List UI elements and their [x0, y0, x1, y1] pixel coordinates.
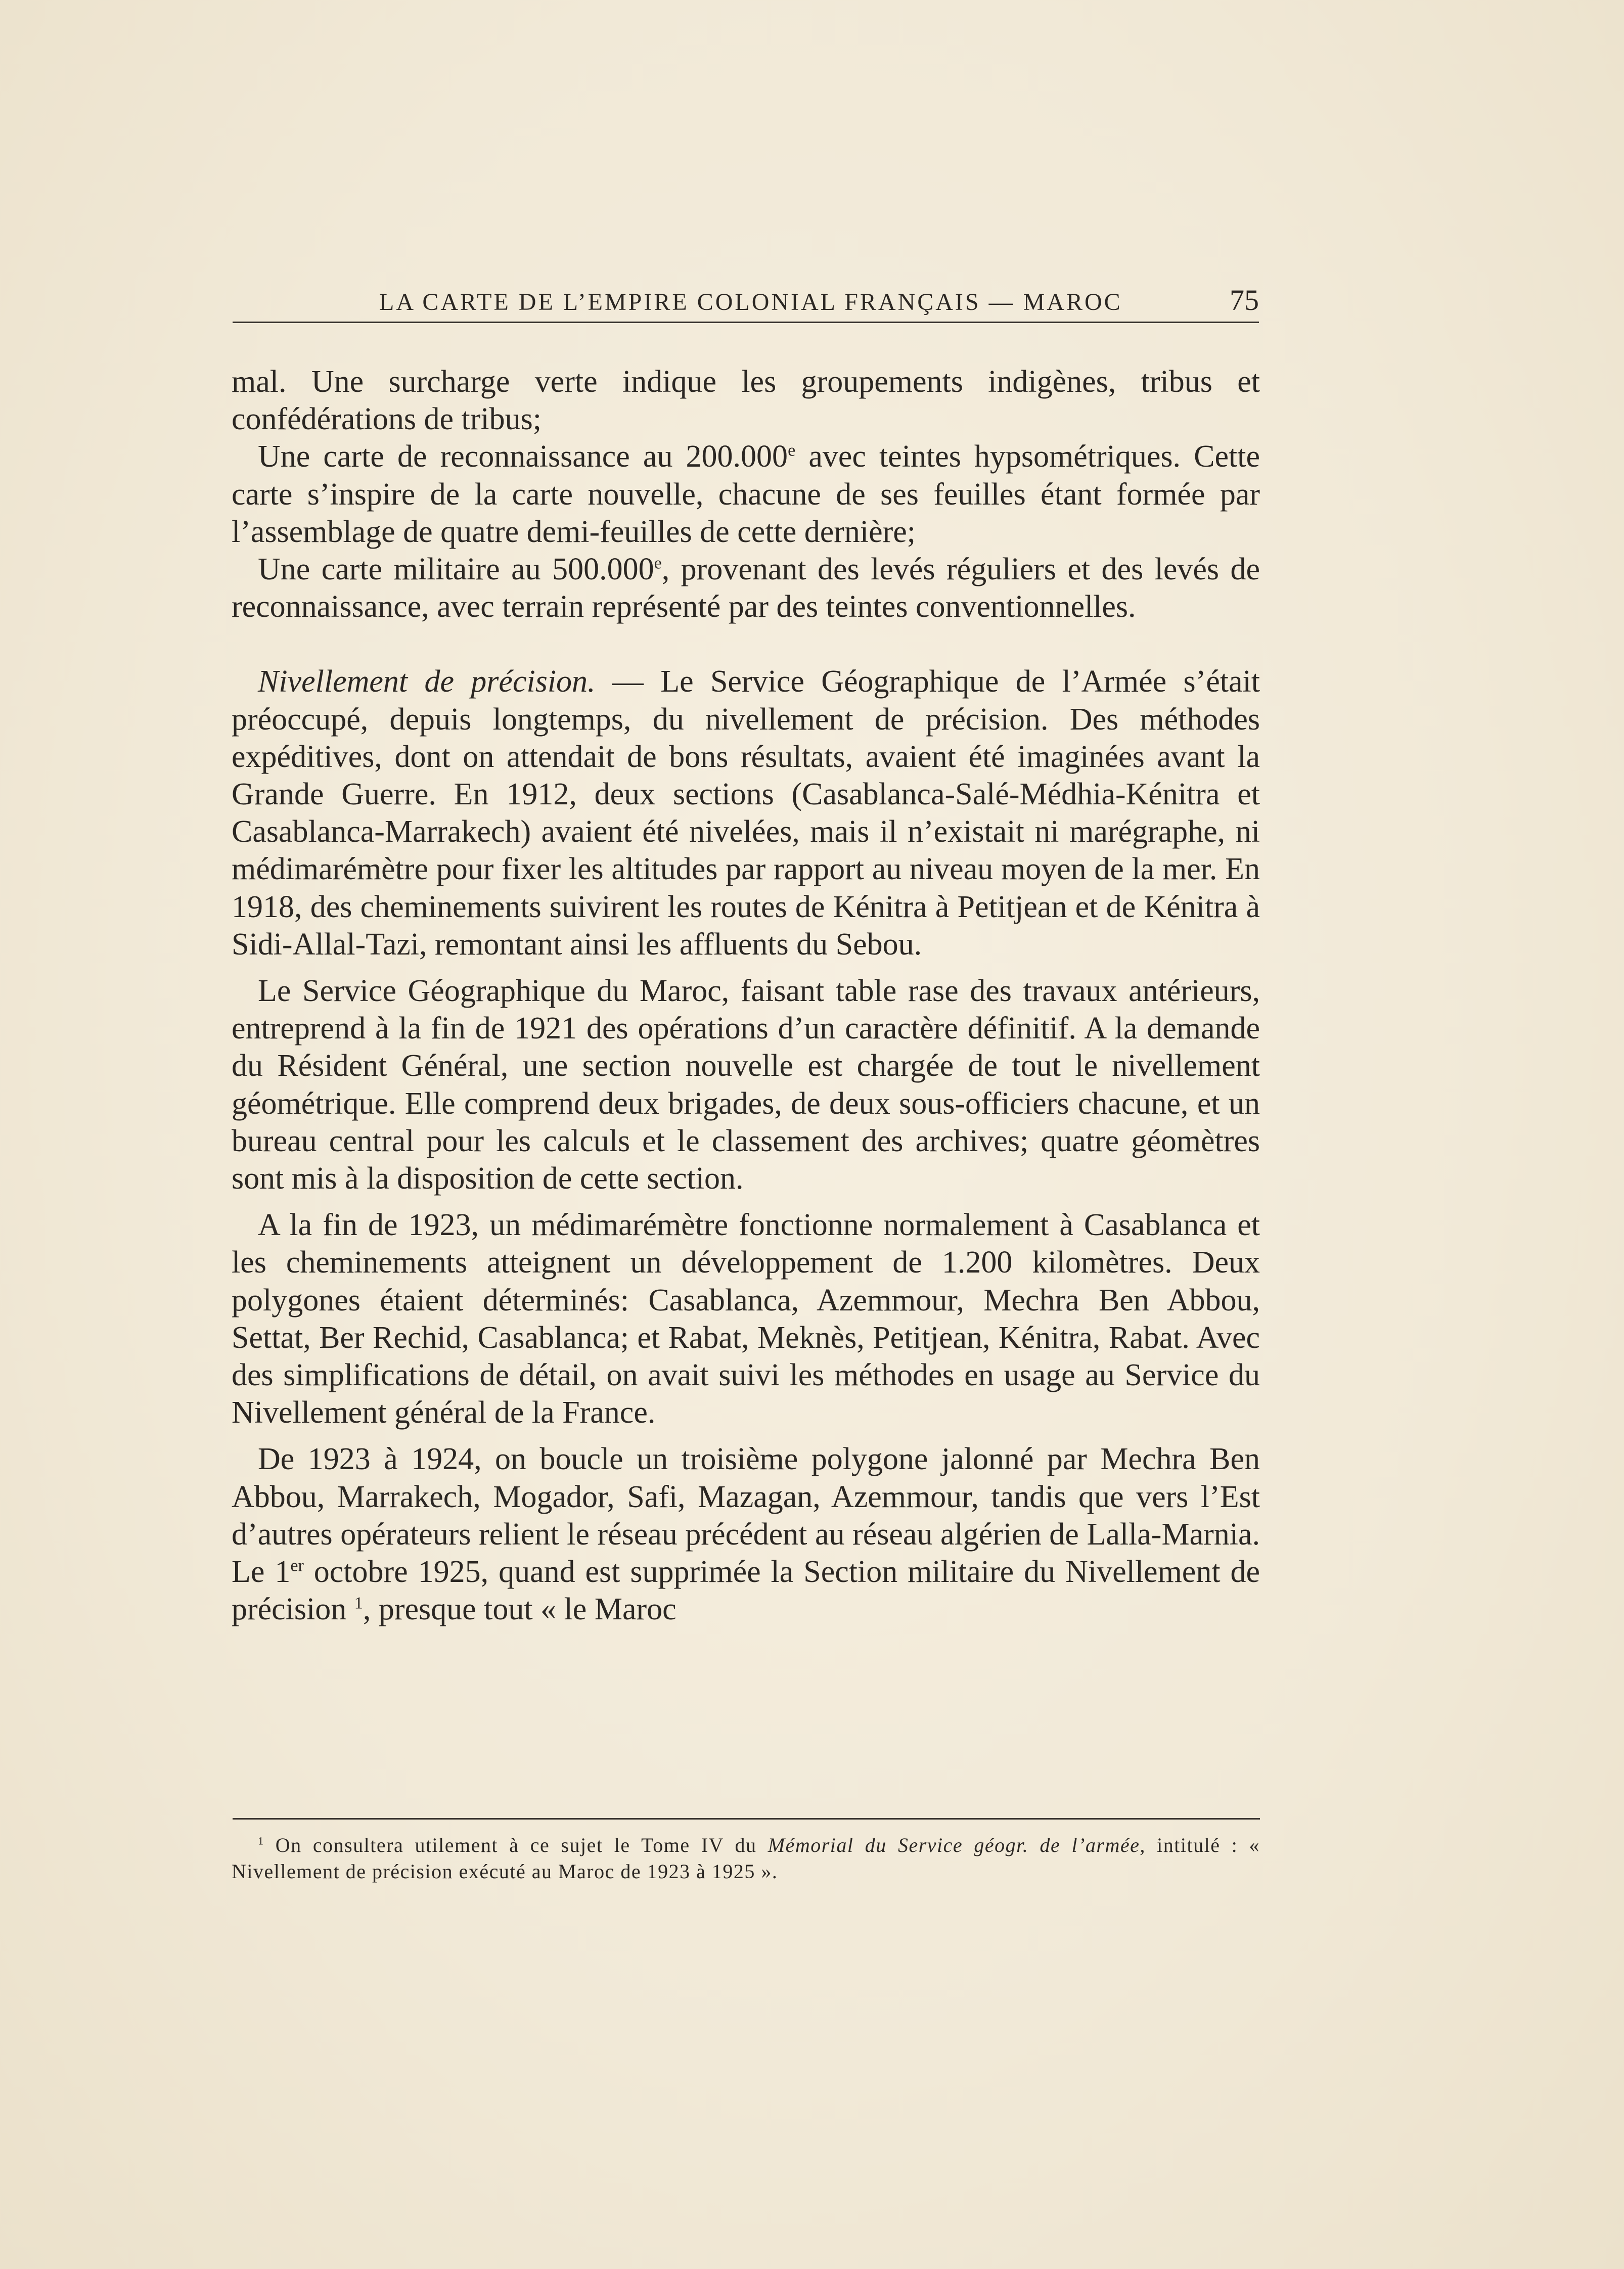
paragraph-1: mal. Une surcharge verte indique les groupements indigènes, tribus et confédérations de tribus;	[232, 365, 1260, 437]
paragraph-3-text-b: , provenant des levés réguliers et des levés de reconnaissance, avec terrain représenté par des teintes conventionnelles.	[232, 552, 1260, 624]
paragraph-4	[232, 663, 1260, 963]
footnote-marker: 1	[258, 1834, 264, 1847]
paragraph-6: A la fin de 1923, un médimarémètre fonctionne normalement à Casablanca et les cheminements atteignent un développement de 1.200 kilomètres. Deux polygones étaient déterminés: Casablanca, Azemmour, Mechra Ben Abbou, Settat, Ber Rechid, Casablanca; et Rabat, Meknès, Petitjean, Kénitra, Rabat. Avec des simplifications de détail, on avait suivi les méthodes en usage au Service du Nivellement général de la France.	[232, 1208, 1260, 1430]
footnote-italic-title: Mémorial du Service géogr. de l’armée,	[768, 1834, 1146, 1856]
paragraph-7-text-a: De 1923 à 1924, on boucle un troisième polygone jalonné par Mechra Ben Abbou, Marrakech, Mogador, Safi, Mazagan, Azemmour, tandis que vers l’Est d’autres opérateurs relient le réseau précédent au réseau algérien de Lalla-Marnia. Le 1	[232, 1442, 1260, 1590]
paragraph-4-text: — Le Service Géographique de l’Armée s’était préoccupé, depuis longtemps, du nivellement de précision. Des méthodes expéditives, dont on attendait de bons résultats, avaient été imaginées avant la Grande Guerre. En 1912, deux sections (Casablanca-Salé-Médhia-Kénitra et Casablanca-Marrakech) avaient été nivelées, mais il n’existait ni marégraphe, ni médimarémètre pour fixer les altitudes par rapport au niveau moyen de la mer. En 1918, des cheminements suivirent les routes de Kénitra à Petitjean et de Kénitra à Sidi-Allal-Tazi, remontant ainsi les affluents du Sebou.	[232, 664, 1260, 962]
paragraph-2-text-b: avec teintes hypsométriques. Cette carte s’inspire de la carte nouvelle, chacune de ses feuilles étant formée par l’assemblage de quatre demi-feuilles de cette dernière;	[232, 439, 1260, 549]
page-number: 75	[1230, 284, 1259, 316]
paragraph-7	[232, 1440, 1260, 1628]
page-header	[233, 283, 1259, 324]
header-rule	[233, 322, 1259, 323]
paragraph-7-text-c: , presque tout « le Maroc	[363, 1592, 676, 1627]
paragraph-2-text-a: Une carte de reconnaissance au 200.000	[258, 439, 788, 474]
footnote-reference: 1	[354, 1594, 363, 1613]
footnote	[232, 1832, 1260, 1885]
paragraph-3-superscript: e	[654, 554, 662, 573]
footnote-text-a: On consultera utilement à ce sujet le Tome IV du	[264, 1834, 768, 1856]
paragraph-7-superscript-er: er	[290, 1556, 304, 1575]
paragraph-2	[232, 438, 1260, 551]
paragraph-2-superscript: e	[788, 441, 796, 460]
running-head: LA CARTE DE L’EMPIRE COLONIAL FRANÇAIS — MAROC	[379, 289, 1122, 315]
footnote-rule	[233, 1818, 1260, 1820]
body-text	[232, 363, 1260, 1628]
paragraph-3	[232, 551, 1260, 625]
paragraph-3-text-a: Une carte militaire au 500.000	[258, 552, 654, 587]
paragraph-7-text-b: octobre 1925, quand est supprimée la Section militaire du Nivellement de précision	[232, 1555, 1260, 1627]
paragraph-5: Le Service Géographique du Maroc, faisant table rase des travaux antérieurs, entreprend à la fin de 1921 des opérations d’un caractère définitif. A la demande du Résident Général, une section nouvelle est chargée de tout le nivellement géométrique. Elle comprend deux brigades, de deux sous-officiers chacune, et un bureau central pour les calculs et le classement des archives; quatre géomètres sont mis à la disposition de cette section.	[232, 974, 1260, 1196]
section-heading: Nivellement de précision.	[258, 664, 596, 699]
footnote-text-b: intitulé : « Nivellement de précision exécuté au Maroc de 1923 à 1925 ».	[232, 1834, 1260, 1883]
